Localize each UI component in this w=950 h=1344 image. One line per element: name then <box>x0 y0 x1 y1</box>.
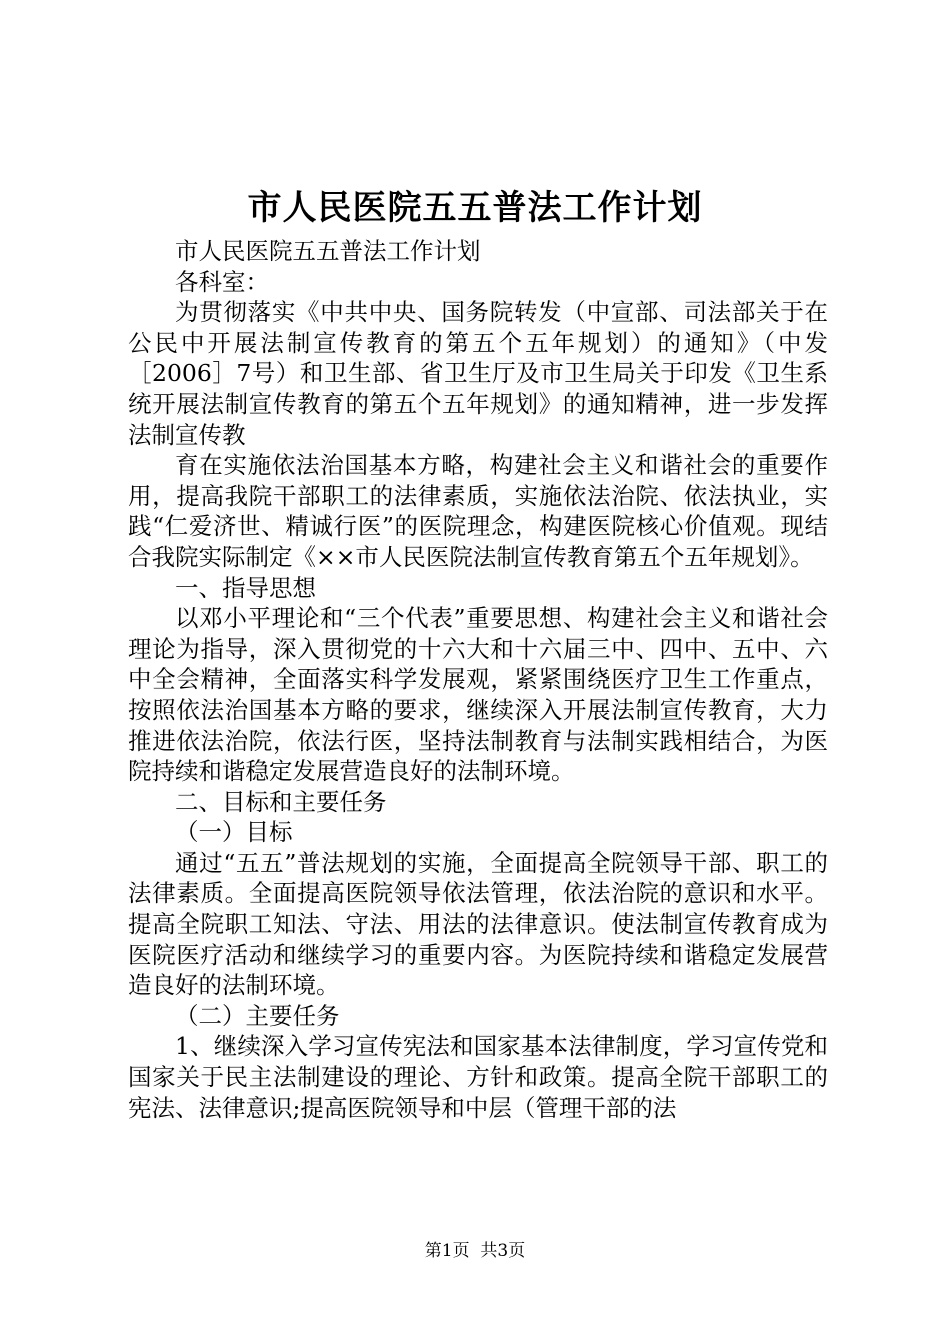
document-title: 市人民医院五五普法工作计划 <box>247 188 703 228</box>
paragraph-goals: 通过“五五”普法规划的实施，全面提高全院领导干部、职工的法律素质。全面提高医院领导依法管理，依法治院的意识和水平。提高全院职工知法、守法、用法的法律意识。使法制宣传教育成为医院医疗活动和继续学习的重要内容。为医院持续和谐稳定发展营造良好的法制环境。 <box>128 848 828 1000</box>
paragraph-intro-continued: 育在实施依法治国基本方略，构建社会主义和谐社会的重要作用，提高我院干部职工的法律素质，实施依法治院、依法执业，实践“仁爱济世、精诚行医”的医院理念，构建医院核心价值观。现结合我院实际制定《××市人民医院法制宣传教育第五个五年规划》。 <box>128 451 828 571</box>
document-body <box>128 236 828 1123</box>
page-footer <box>0 1240 950 1262</box>
paragraph-intro: 为贯彻落实《中共中央、国务院转发（中宣部、司法部关于在公民中开展法制宣传教育的第五个五年规划）的通知》（中发［2006］7号）和卫生部、省卫生厅及市卫生局关于印发《卫生系统开展法制宣传教育的第五个五年规划》的通知精神，进一步发挥法制宣传教 <box>128 298 828 449</box>
page-number: 第1页 <box>424 1241 470 1261</box>
paragraph-salutation: 各科室： <box>175 267 269 296</box>
section-heading-guiding-thought: 一、指导思想 <box>175 573 316 602</box>
page-total: 共3页 <box>480 1241 526 1261</box>
subsection-heading-goals: （一）目标 <box>175 818 293 847</box>
paragraph-heading-repeat: 市人民医院五五普法工作计划 <box>175 237 481 265</box>
paragraph-guiding-thought: 以邓小平理论和“三个代表”重要思想、构建社会主义和谐社会理论为指导，深入贯彻党的十六大和十六届三中、四中、五中、六中全会精神，全面落实科学发展观，紧紧围绕医疗卫生工作重点，按照依法治国基本方略的要求，继续深入开展法制宣传教育，大力推进依法治院，依法行医，坚持法制教育与法制实践相结合，为医院持续和谐稳定发展营造良好的法制环境。 <box>128 604 828 786</box>
section-heading-goals-tasks: 二、目标和主要任务 <box>175 787 387 816</box>
subsection-heading-main-tasks: （二）主要任务 <box>175 1001 340 1030</box>
paragraph-task-1: 1、继续深入学习宣传宪法和国家基本法律制度，学习宣传党和国家关于民主法制建设的理论、方针和政策。提高全院干部职工的宪法、法律意识;提高医院领导和中层（管理干部的法 <box>128 1032 828 1122</box>
